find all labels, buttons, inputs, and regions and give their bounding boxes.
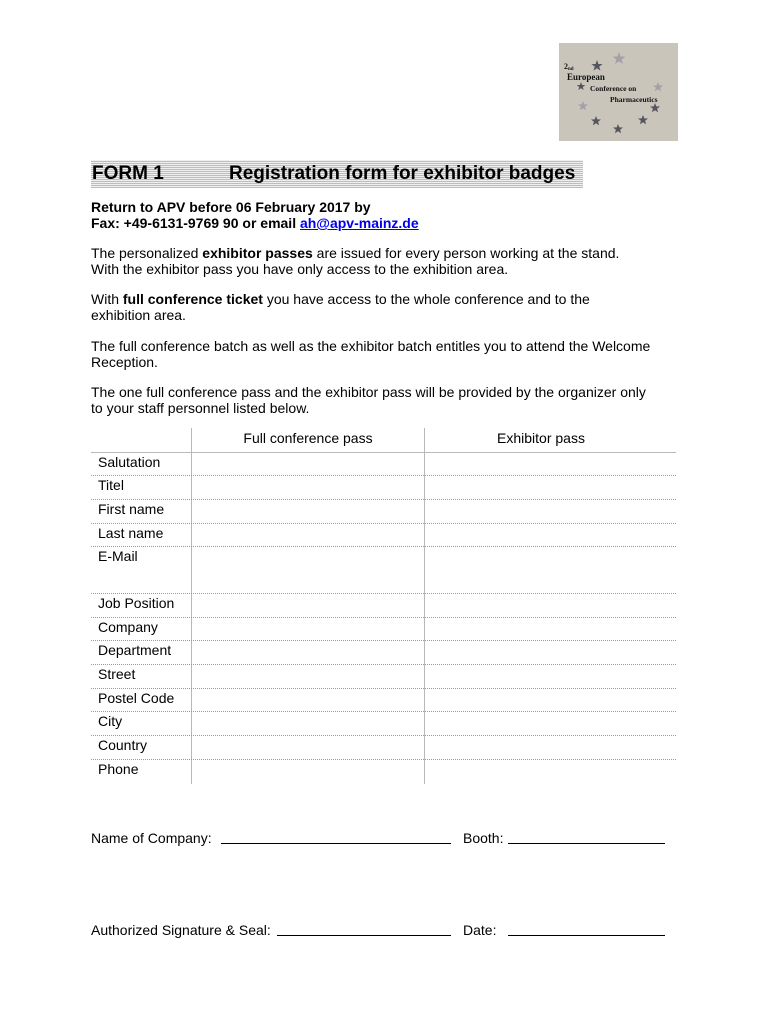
logo-line1: European [567, 72, 605, 82]
cell-exhibitor-titel[interactable] [425, 476, 676, 499]
paragraph-staff-personnel: The one full conference pass and the exhibitor pass will be provided by the organizer only to your staff personnel listed below. [91, 384, 646, 416]
star-icon [577, 82, 586, 90]
cell-full-salutation[interactable] [192, 453, 424, 475]
cell-exhibitor-first-name[interactable] [425, 500, 676, 523]
paragraph-exhibitor-passes: The personalized exhibitor passes are issued for every person working at the stand. With the exhibitor pass you have only access to the exhibition area. [91, 245, 620, 277]
row-label-first-name: First name [98, 501, 165, 517]
cell-full-first-name[interactable] [192, 500, 424, 523]
cell-exhibitor-job-position[interactable] [425, 594, 676, 617]
row-label-city: City [98, 713, 123, 729]
authorized-signature-label: Authorized Signature & Seal: [91, 922, 271, 938]
date-field[interactable] [508, 935, 665, 936]
star-icon [591, 60, 602, 71]
row-label-department: Department [98, 642, 172, 658]
cell-exhibitor-country[interactable] [425, 736, 676, 759]
star-icon [613, 124, 623, 133]
row-label-salutation: Salutation [98, 454, 161, 470]
cell-full-phone[interactable] [192, 760, 424, 784]
authorized-signature-field[interactable] [277, 935, 451, 936]
form-number: FORM 1 [92, 163, 164, 184]
row-label-postel-code: Postel Code [98, 690, 175, 706]
row-label-last-name: Last name [98, 525, 164, 541]
star-icon [591, 116, 601, 125]
row-label-email: E-Mail [98, 548, 138, 564]
column-header-exhibitor: Exhibitor pass [497, 430, 585, 446]
cell-full-postel-code[interactable] [192, 689, 424, 711]
date-label: Date: [463, 922, 497, 938]
cell-full-country[interactable] [192, 736, 424, 759]
form-heading [91, 160, 583, 188]
logo-ordinal: 2nd [564, 62, 574, 72]
paragraph-full-conference: With full conference ticket you have access to the whole conference and to the exhibition area. [91, 291, 590, 323]
return-info-line1: Return to APV before 06 February 2017 by [91, 199, 371, 215]
email-link[interactable]: ah@apv-mainz.de [299, 215, 419, 231]
star-icon [613, 52, 626, 64]
cell-full-city[interactable] [192, 712, 424, 735]
company-name-field[interactable] [221, 843, 451, 844]
row-label-titel: Titel [98, 477, 124, 493]
paragraph-welcome-reception: The full conference batch as well as the exhibitor batch entitles you to attend the Welcome Reception. [91, 338, 651, 370]
cell-full-last-name[interactable] [192, 524, 424, 546]
company-name-label: Name of Company: [91, 830, 212, 846]
logo-line2: Conference on [590, 84, 637, 93]
row-label-company: Company [98, 619, 158, 635]
cell-exhibitor-email[interactable] [425, 547, 676, 593]
fax-text: Fax: +49-6131-9769 90 or email [91, 215, 300, 231]
booth-field[interactable] [508, 843, 665, 844]
cell-full-email[interactable] [192, 547, 424, 593]
logo-line3: Pharmaceutics [610, 95, 658, 104]
cell-full-job-position[interactable] [192, 594, 424, 617]
star-icon [578, 101, 588, 110]
row-label-country: Country [98, 737, 148, 753]
cell-exhibitor-postel-code[interactable] [425, 689, 676, 711]
star-icon [650, 103, 660, 112]
cell-full-company[interactable] [192, 618, 424, 640]
cell-full-department[interactable] [192, 641, 424, 664]
cell-full-street[interactable] [192, 665, 424, 688]
cell-exhibitor-company[interactable] [425, 618, 676, 640]
star-icon [638, 115, 648, 124]
registration-table [91, 428, 676, 784]
row-label-street: Street [98, 666, 136, 682]
column-header-full-conference: Full conference pass [243, 430, 373, 446]
cell-exhibitor-street[interactable] [425, 665, 676, 688]
form-title: Registration form for exhibitor badges [229, 163, 576, 184]
row-label-job-position: Job Position [98, 595, 175, 611]
star-icon [653, 82, 663, 91]
cell-full-titel[interactable] [192, 476, 424, 499]
cell-exhibitor-salutation[interactable] [425, 453, 676, 475]
return-info-line2 [91, 215, 681, 231]
cell-exhibitor-phone[interactable] [425, 760, 676, 784]
cell-exhibitor-department[interactable] [425, 641, 676, 664]
conference-logo [559, 43, 678, 141]
booth-label: Booth: [463, 830, 504, 846]
cell-exhibitor-city[interactable] [425, 712, 676, 735]
row-label-phone: Phone [98, 761, 139, 777]
cell-exhibitor-last-name[interactable] [425, 524, 676, 546]
